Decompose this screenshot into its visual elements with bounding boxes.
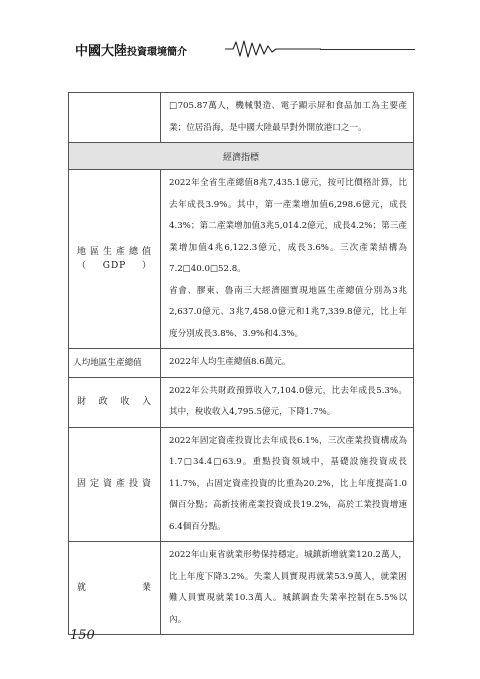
per-capita-label: 人均地區生產總值 (69, 349, 161, 378)
page-number: 150 (70, 628, 95, 643)
investment-text: 2022年固定資產投資比去年成長6.1%，三次產業投資構成為1.7□34.4□63.9。重點投資領域中，基礎設施投資成長11.7%，占固定資產投資的比重為20.2%，比上年度提高1.0個百分點；高新技術產業投資成長19.2%，高於工業投資增速6.4個百分點。 (161, 427, 414, 542)
employment-label: 就業 (69, 542, 161, 635)
gdp-text (161, 170, 414, 349)
table-row (69, 542, 414, 635)
gdp-paragraph-2: 省會、膠東、魯南三大經濟圈實現地區生產總值分別為3兆2,637.0億元、3兆7,458.0億元和1兆7,339.8億元，比上年度分別成長3.8%、3.9%和4.3%。 (169, 285, 407, 339)
header-title (75, 40, 187, 59)
gdp-label (69, 170, 161, 349)
header-title-sub: 投資環境簡介 (127, 47, 188, 58)
per-capita-text: 2022年人均生產總值8.6萬元。 (161, 349, 414, 378)
gdp-label-line1: 地區生產總值 (77, 247, 152, 257)
table-row (69, 349, 414, 378)
table-row (69, 143, 414, 170)
table-row (69, 93, 414, 143)
table-row (69, 377, 414, 427)
header-rule (320, 49, 415, 50)
gdp-label-line2: （GDP） (77, 261, 152, 271)
investment-label: 固定資產投資 (69, 427, 161, 542)
revenue-text: 2022年公共財政預算收入7,104.0億元，比去年成長5.3%。其中，稅收收入4,795.5億元，下降1.7%。 (161, 377, 414, 427)
table-row (69, 170, 414, 349)
heartbeat-wave-icon (225, 38, 321, 60)
table-row (69, 427, 414, 542)
section-title: 經濟指標 (69, 143, 414, 170)
header-title-main: 中國大陸 (75, 44, 128, 59)
gdp-paragraph-1: 2022年全省生產總值8兆7,435.1億元，按可比價格計算，比去年成長3.9%。其中，第一產業增加值6,298.6億元，成長4.3%；第二產業增加值3兆5,014.2億元，成長4.2%；第三產業增加值4兆6,122.3億元，成長3.6%。三次產業結構為7.2□40.0□52.8。 (169, 178, 407, 274)
revenue-label: 財政收入 (69, 377, 161, 427)
empty-label-cell (69, 93, 161, 143)
economic-indicator-table (68, 92, 414, 635)
employment-text: 2022年山東省就業形勢保持穩定。城鎮新增就業120.2萬人，比上年度下降3.2%。失業人員實現再就業53.9萬人，就業困難人員實現就業10.3萬人。城鎮調查失業率控制在5.5%以內。 (161, 542, 414, 635)
intro-text: □705.87萬人，機械製造、電子顯示屏和食品加工為主要產業；位居沿海，是中國大陸最早對外開放港口之一。 (161, 93, 414, 143)
page-header (75, 38, 415, 60)
